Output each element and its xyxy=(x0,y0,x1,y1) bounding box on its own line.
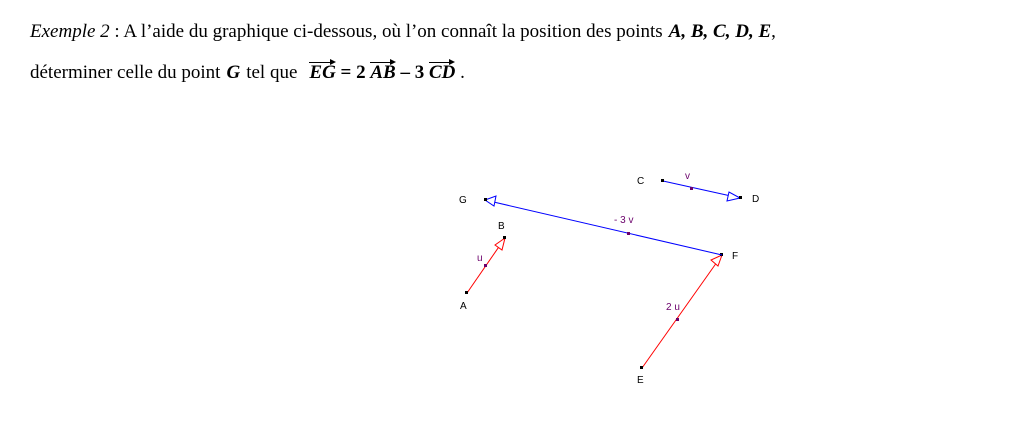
label-d: D xyxy=(752,194,760,205)
point-a-marker xyxy=(465,291,468,294)
vector-minus-3v-midpoint xyxy=(627,232,630,235)
vector-ab: AB xyxy=(370,62,396,83)
line2-text: déterminer celle du point xyxy=(30,62,221,83)
label-g: G xyxy=(459,195,467,206)
vector-v-midpoint xyxy=(690,187,693,190)
label-b: B xyxy=(498,221,505,232)
label-v: v xyxy=(685,171,690,182)
equals-two: = 2 xyxy=(335,62,371,83)
label-c: C xyxy=(637,176,645,187)
point-e-marker xyxy=(640,366,643,369)
point-g-marker xyxy=(484,198,487,201)
label-2u: 2 u xyxy=(666,302,680,313)
equation-end: . xyxy=(455,62,465,83)
label-a: A xyxy=(460,301,467,312)
line1-end: , xyxy=(771,21,776,42)
example-label: Exemple 2 xyxy=(30,21,110,42)
point-b-marker xyxy=(503,236,506,239)
label-u: u xyxy=(477,253,483,264)
vector-eg: EG xyxy=(309,62,336,83)
points-list: A, B, C, D, E xyxy=(668,21,772,42)
label-minus-3v: - 3 v xyxy=(614,215,634,226)
label-e: E xyxy=(637,375,644,386)
label-f: F xyxy=(732,251,739,262)
vector-minus-3v-line xyxy=(485,200,722,255)
point-c-marker xyxy=(661,179,664,182)
vector-v-arrowhead xyxy=(727,192,740,201)
vector-2u-midpoint xyxy=(676,318,679,321)
vector-cd: CD xyxy=(428,62,456,83)
vector-u-midpoint xyxy=(484,264,487,267)
line1-text: A l’aide du graphique ci-dessous, où l’on connaît la position des points xyxy=(123,21,663,42)
minus-three: – 3 xyxy=(395,62,429,83)
colon: : xyxy=(109,21,124,42)
line2-mid: tel que xyxy=(246,62,298,83)
point-g: G xyxy=(226,62,241,83)
vector-2u-line xyxy=(642,255,722,368)
vector-u-arrowhead xyxy=(495,238,505,250)
vector-2u-arrowhead xyxy=(711,255,722,266)
point-d-marker xyxy=(739,196,742,199)
